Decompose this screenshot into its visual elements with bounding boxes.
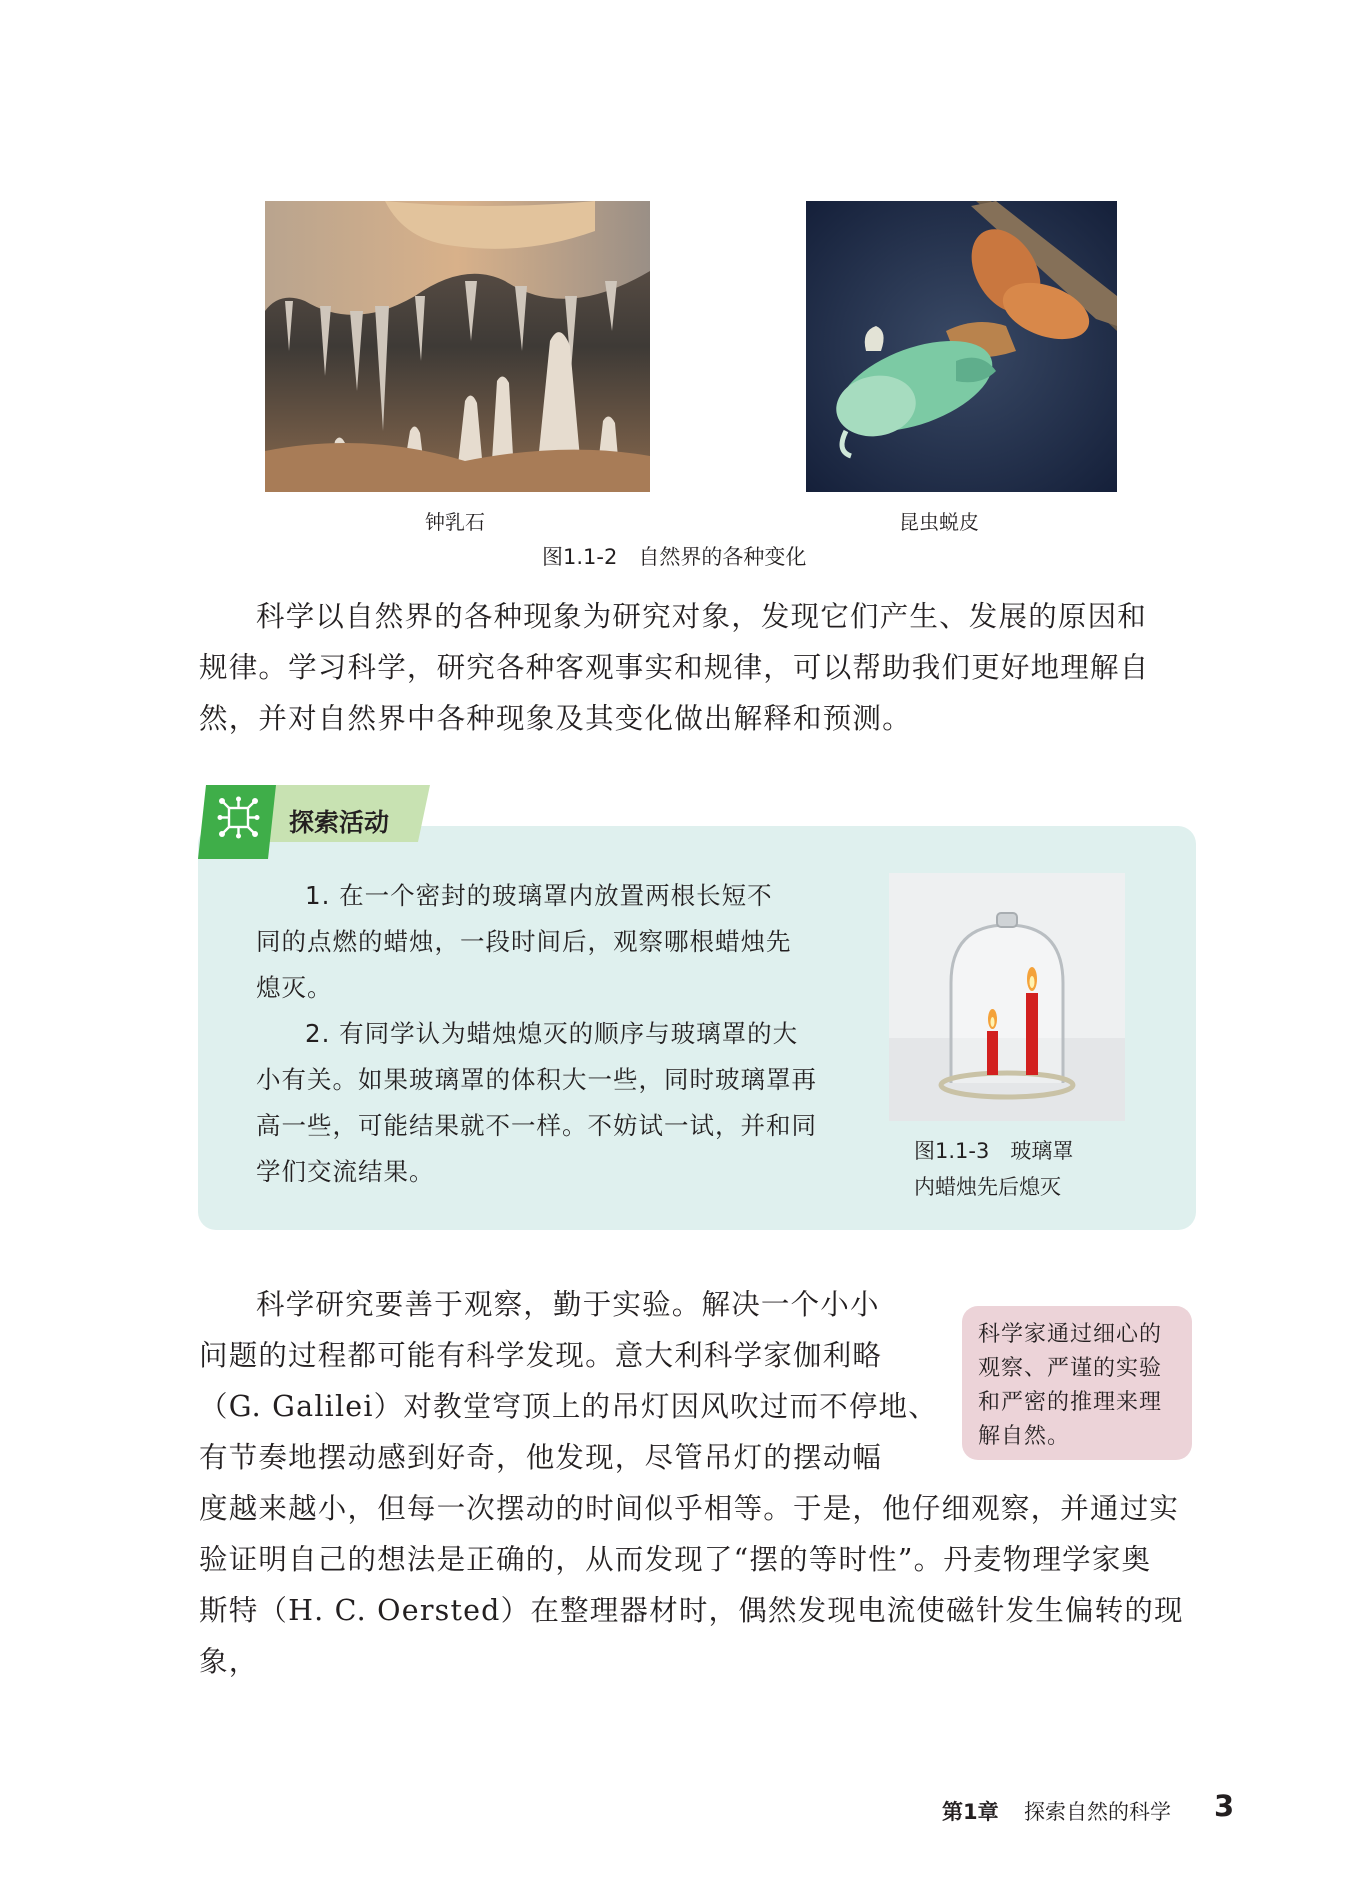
text-line: 同的点燃的蜡烛，一段时间后，观察哪根蜡烛先 [256, 927, 792, 956]
text-line: 学们交流结果。 [256, 1157, 435, 1186]
paragraph-intro [199, 591, 1195, 744]
text-line: 科学以自然界的各种现象为研究对象，发现它们产生、发展的原因和 [256, 600, 1148, 633]
figure-title-1-1-2: 图1.1-2 自然界的各种变化 [542, 545, 807, 569]
stalactite-caption: 钟乳石 [425, 510, 485, 534]
text-line: 高一些，可能结果就不一样。不妨试一试，并和同 [256, 1111, 817, 1140]
text-line: 验证明自己的想法是正确的，从而发现了“摆的等时性”。丹麦物理学家奥 [199, 1543, 1152, 1576]
note-line: 科学家通过细心的 [978, 1322, 1163, 1347]
cube-icon [216, 795, 261, 840]
text-line: 然，并对自然界中各种现象及其变化做出解释和预测。 [199, 702, 912, 735]
activity-label: 探索活动 [289, 808, 390, 837]
text-line: 度越来越小，但每一次摆动的时间似乎相等。于是，他仔细观察，并通过实 [199, 1492, 1180, 1525]
insect-molting-caption: 昆虫蜕皮 [899, 510, 979, 534]
text-line: 问题的过程都可能有科学发现。意大利科学家伽利略 [199, 1339, 883, 1372]
note-line: 和严密的推理来理 [978, 1390, 1163, 1415]
caption-line: 内蜡烛先后熄灭 [914, 1175, 1061, 1199]
insect-molting-photo [806, 201, 1117, 492]
candle-bell-jar-photo [889, 873, 1125, 1121]
note-line: 解自然。 [978, 1424, 1071, 1449]
text-line: 规律。学习科学，研究各种客观事实和规律，可以帮助我们更好地理解自 [199, 651, 1150, 684]
footer-chapter: 第1章 [942, 1800, 999, 1824]
figure-caption-1-1-3 [914, 1133, 1073, 1205]
text-line: （G. Galilei）对教堂穹顶上的吊灯因风吹过而不停地、 [199, 1390, 938, 1423]
caption-line: 图1.1-3 玻璃罩 [914, 1139, 1074, 1163]
note-line: 观察、严谨的实验 [978, 1356, 1163, 1381]
text-line: 有节奏地摆动感到好奇，他发现，尽管吊灯的摆动幅 [199, 1441, 883, 1474]
text-line: 1. 在一个密封的玻璃罩内放置两根长短不 [305, 881, 773, 910]
text-line: 斯特（H. C. Oersted）在整理器材时，偶然发现电流使磁针发生偏转的现象， [199, 1594, 1184, 1678]
text-line: 科学研究要善于观察，勤于实验。解决一个小小 [256, 1288, 880, 1321]
text-line: 熄灭。 [256, 973, 333, 1002]
footer-title: 探索自然的科学 [1024, 1800, 1171, 1824]
activity-text [256, 873, 866, 1195]
page-number: 3 [1214, 1789, 1235, 1823]
side-note-text [978, 1318, 1183, 1454]
text-line: 2. 有同学认为蜡烛熄灭的顺序与玻璃罩的大 [305, 1019, 799, 1048]
text-line: 小有关。如果玻璃罩的体积大一些，同时玻璃罩再 [256, 1065, 817, 1094]
stalactite-photo [265, 201, 650, 492]
